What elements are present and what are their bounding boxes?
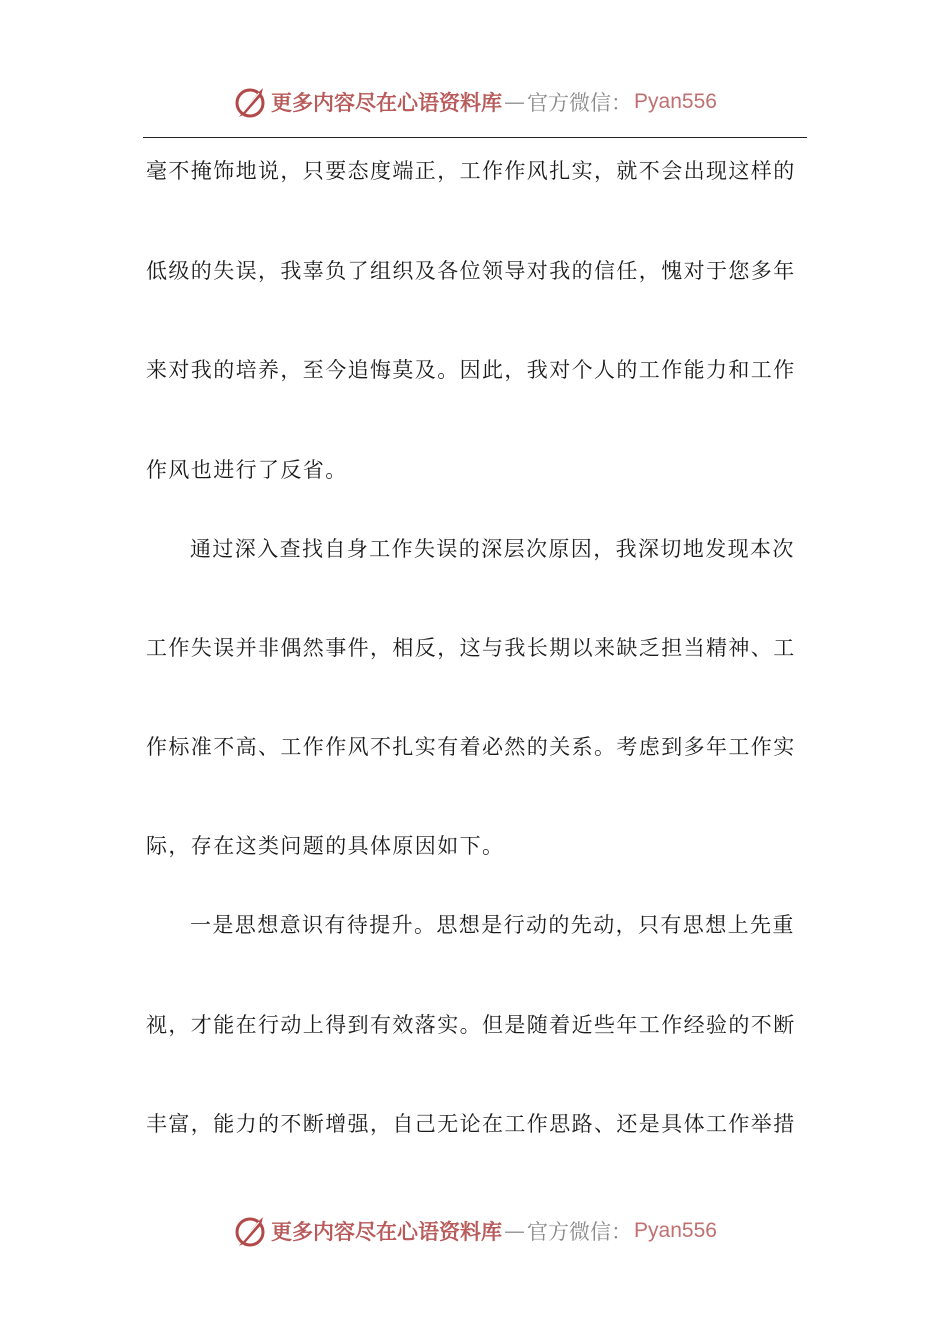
body-line: 际，存在这类问题的具体原因如下。: [146, 834, 505, 858]
header-title: 更多内容尽在心语资料库: [271, 90, 503, 115]
body-line: 作标准不高、工作作风不扎实有着必然的关系。考虑到多年工作实: [146, 735, 796, 759]
footer-banner: [0, 1209, 950, 1253]
header-divider: [143, 137, 807, 138]
body-line: 工作失误并非偶然事件，相反，这与我长期以来缺乏担当精神、工: [146, 636, 796, 660]
quill-logo-icon: [233, 1213, 269, 1249]
footer-dash: —: [504, 1219, 526, 1243]
header-wechat-id: Pyan556: [634, 90, 717, 113]
body-line: 低级的失误，我辜负了组织及各位领导对我的信任，愧对于您多年: [146, 259, 796, 283]
body-line: 丰富，能力的不断增强，自己无论在工作思路、还是具体工作举措: [146, 1112, 796, 1136]
body-line: 毫不掩饰地说，只要态度端正，工作作风扎实，就不会出现这样的: [146, 159, 796, 183]
quill-logo-icon: [233, 84, 269, 120]
body-line: 通过深入查找自身工作失误的深层次原因，我深切地发现本次: [190, 537, 795, 561]
body-line: 作风也进行了反省。: [146, 458, 348, 482]
header-dash: —: [504, 90, 526, 114]
body-line: 一是思想意识有待提升。思想是行动的先动，只有思想上先重: [190, 913, 795, 937]
body-line: 视，才能在行动上得到有效落实。但是随着近些年工作经验的不断: [146, 1013, 796, 1037]
footer-wechat-label: 官方微信：: [527, 1220, 633, 1244]
footer-wechat-id: Pyan556: [634, 1219, 717, 1242]
footer-title: 更多内容尽在心语资料库: [271, 1219, 503, 1244]
header-banner: [0, 80, 950, 124]
body-line: 来对我的培养，至今追悔莫及。因此，我对个人的工作能力和工作: [146, 358, 796, 382]
header-wechat-label: 官方微信：: [527, 91, 633, 115]
